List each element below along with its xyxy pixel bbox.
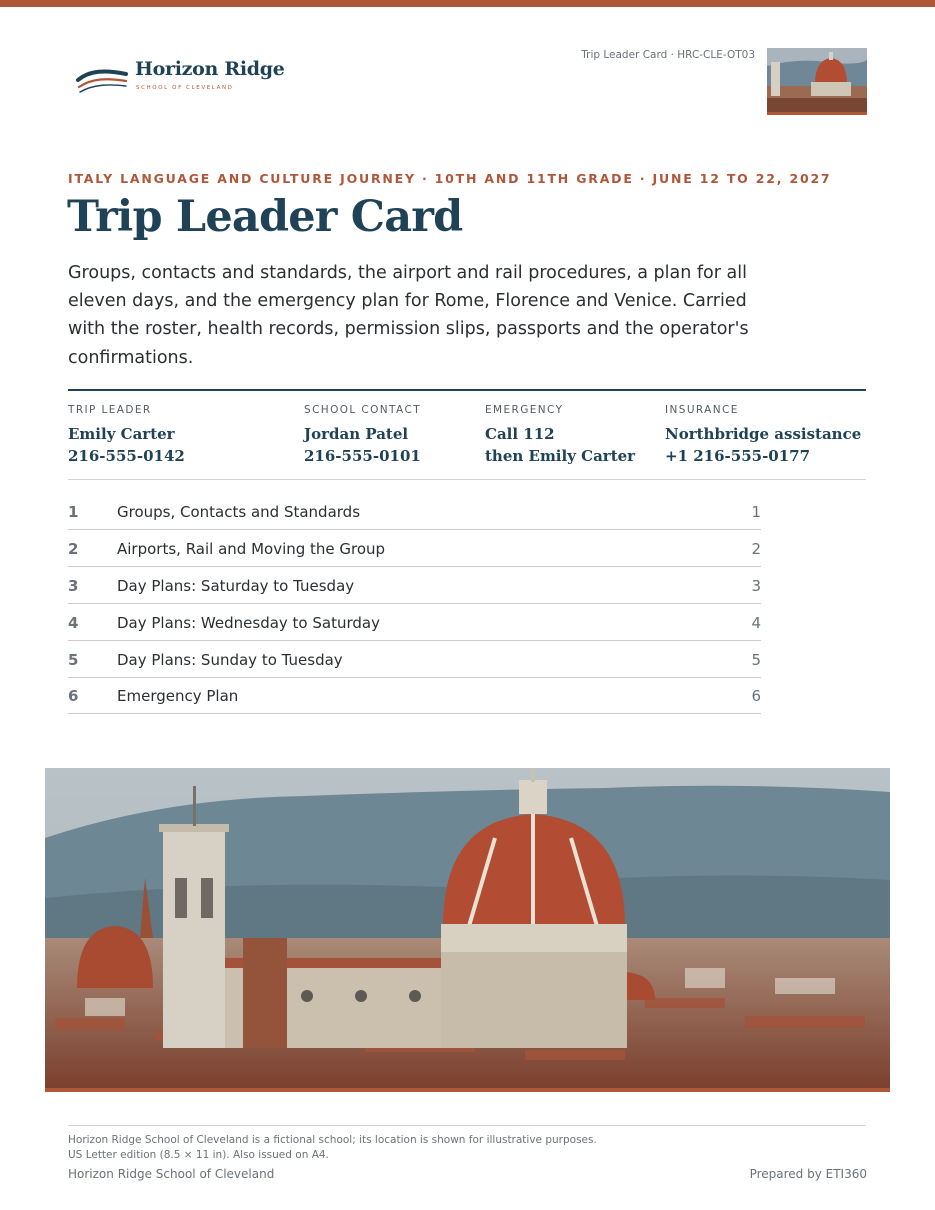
toc-number: 6 — [68, 687, 79, 706]
contact-insurance — [665, 404, 861, 467]
toc-title: Emergency Plan — [117, 687, 239, 706]
toc-page: 4 — [751, 613, 761, 632]
contact-emergency — [485, 404, 635, 467]
cathedral-thumbnail — [767, 48, 867, 115]
contact-phone[interactable]: 216-555-0101 — [304, 447, 421, 465]
contact-name: Emily Carter — [68, 425, 175, 443]
toc-title: Groups, Contacts and Standards — [117, 503, 361, 521]
contact-trip-leader — [68, 404, 185, 467]
contact-label: TRIP LEADER — [68, 404, 152, 416]
toc-row[interactable] — [68, 494, 761, 530]
document-reference: Trip Leader Card · HRC-CLE-OT03 — [581, 49, 755, 61]
school-logo[interactable] — [76, 58, 285, 98]
toc-number: 1 — [68, 503, 79, 521]
florence-skyline-photo — [45, 768, 890, 1092]
toc-page: 5 — [751, 650, 761, 669]
page-title: Trip Leader Card — [67, 192, 463, 242]
brand-name: Horizon Ridge — [135, 58, 285, 80]
toc-page: 1 — [751, 503, 761, 521]
trip-kicker: ITALY LANGUAGE AND CULTURE JOURNEY · 10TH AND 11TH GRADE · JUNE 12 TO 22, 2027 — [68, 171, 832, 186]
contact-school — [304, 404, 421, 467]
contact-label: INSURANCE — [665, 404, 739, 416]
toc-number: 4 — [68, 613, 79, 632]
toc-title: Airports, Rail and Moving the Group — [117, 539, 386, 558]
footer-prepared-by: Prepared by ETI360 — [749, 1167, 867, 1181]
toc-title: Day Plans: Sunday to Tuesday — [117, 650, 343, 669]
contacts-divider — [68, 479, 866, 480]
footer-disclaimer: Horizon Ridge School of Cleveland is a fictional school; its location is shown for illustrative purposes. — [68, 1134, 597, 1146]
footer-divider — [68, 1125, 866, 1126]
wave-swoosh-icon — [76, 66, 128, 94]
emergency-number[interactable]: Call 112 — [485, 425, 555, 443]
toc-number: 2 — [68, 539, 79, 558]
contact-label: SCHOOL CONTACT — [304, 404, 422, 416]
toc-page: 2 — [751, 539, 761, 558]
contact-phone[interactable]: 216-555-0142 — [68, 447, 185, 465]
section-divider — [68, 389, 866, 391]
toc-row[interactable] — [68, 605, 761, 641]
footer-school: Horizon Ridge School of Cleveland — [68, 1167, 275, 1181]
table-of-contents — [68, 494, 761, 715]
top-accent-bar — [0, 0, 935, 7]
contact-name: Jordan Patel — [304, 425, 409, 443]
footer-edition: US Letter edition (8.5 × 11 in). Also issued on A4. — [68, 1149, 329, 1161]
toc-row[interactable] — [68, 678, 761, 714]
contact-label: EMERGENCY — [485, 404, 564, 416]
emergency-fallback: then Emily Carter — [485, 447, 636, 465]
contact-phone[interactable]: +1 216-555-0177 — [665, 447, 811, 465]
toc-page: 3 — [751, 576, 761, 595]
toc-title: Day Plans: Saturday to Tuesday — [117, 576, 355, 595]
toc-title: Day Plans: Wednesday to Saturday — [117, 613, 380, 632]
toc-page: 6 — [751, 687, 761, 706]
toc-row[interactable] — [68, 642, 761, 678]
toc-row[interactable] — [68, 531, 761, 567]
toc-row[interactable] — [68, 568, 761, 604]
toc-number: 3 — [68, 576, 79, 595]
toc-number: 5 — [68, 650, 79, 669]
brand-subtitle: SCHOOL OF CLEVELAND — [136, 85, 234, 91]
contact-name: Northbridge assistance — [665, 425, 862, 443]
intro-paragraph: Groups, contacts and standards, the airport and rail procedures, a plan for all eleven days, and the emergency plan for Rome, Florence and Venice. Carried with the roster, health records, permission slips, passports and the operator's confirmations. — [68, 263, 749, 368]
